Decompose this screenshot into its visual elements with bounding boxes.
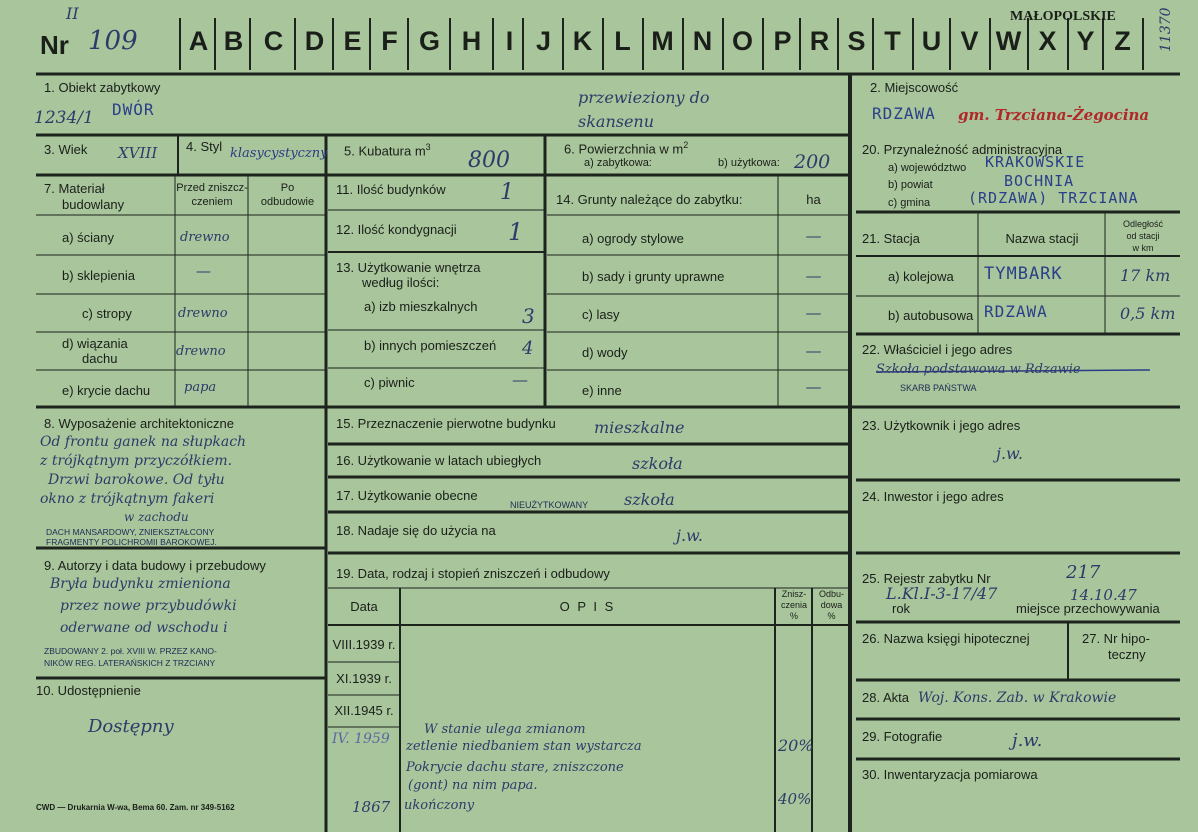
- s7-vaults-before: —: [196, 262, 211, 280]
- s21-col-name: Nazwa stacji: [1005, 231, 1079, 246]
- s13-row-other: b) innych pomieszczeń: [364, 338, 497, 353]
- s30-label: 30. Inwentaryzacja pomiarowa: [862, 767, 1038, 782]
- s13-label1: 13. Użytkowanie wnętrza: [336, 260, 481, 275]
- s12-value: 1: [508, 218, 524, 246]
- s14-row-waters: d) wody: [582, 345, 628, 360]
- letter-p: P: [773, 26, 792, 56]
- s19-hw-note-2: ukończony: [404, 798, 475, 813]
- s19-hw-date-2: 1867: [352, 798, 391, 816]
- s21-bus-dist: 0,5 km: [1120, 304, 1176, 323]
- s14-orchards-value: —: [805, 266, 822, 285]
- nr-label: Nr: [40, 30, 69, 60]
- s2-label: 2. Miejscowość: [870, 80, 959, 95]
- s14-other-value: —: [805, 377, 822, 396]
- s8-stamp-1: DACH MANSARDOWY, ZNIEKSZTAŁCONY: [46, 527, 215, 537]
- s19-col-date: Data: [350, 599, 378, 614]
- s14-row-forests: c) lasy: [582, 307, 620, 322]
- s10-label: 10. Udostępnienie: [36, 683, 141, 698]
- s20-a-value: KRAKOWSKIE: [985, 153, 1086, 171]
- s7-label2: budowlany: [62, 197, 125, 212]
- s26-label: 26. Nazwa księgi hipotecznej: [862, 631, 1030, 646]
- s21-rail-name: TYMBARK: [984, 264, 1063, 284]
- s19-date-2: XI.1939 r.: [336, 671, 392, 686]
- s14-label: 14. Grunty należące do zabytku:: [556, 192, 743, 207]
- s7-row-trusses1: d) wiązania: [62, 336, 128, 351]
- s8-line-2: z trójkątnym przyczółkiem.: [40, 453, 233, 469]
- letter-k: K: [572, 26, 593, 56]
- s14-row-gardens: a) ogrody stylowe: [582, 231, 684, 246]
- s19-col-rebuild1: Odbu-: [818, 589, 844, 599]
- s7-row-walls: a) ściany: [62, 230, 115, 245]
- letter-a: A: [188, 26, 209, 56]
- s5-label: 5. Kubatura $m^3$: [344, 142, 431, 159]
- letter-g: G: [418, 26, 440, 56]
- letter-f: F: [381, 26, 398, 56]
- letter-t: T: [884, 26, 901, 56]
- s7-row-vaults: b) sklepienia: [62, 268, 135, 283]
- s19-hw-opis-3: Pokrycie dachu stare, zniszczone: [406, 760, 624, 775]
- s7-row-roofing: e) krycie dachu: [62, 383, 151, 398]
- s10-value: Dostępny: [88, 716, 174, 737]
- letter-i: I: [505, 26, 514, 56]
- letter-r: R: [809, 26, 830, 56]
- letter-d: D: [304, 26, 325, 56]
- s21-bus-name: RDZAWA: [984, 302, 1048, 321]
- s7-roofing-before: papa: [184, 380, 217, 395]
- letter-n: N: [692, 26, 713, 56]
- s13-other-value: 4: [522, 338, 534, 359]
- s25-date: 14.10.47: [1070, 586, 1137, 604]
- s17-stamp: NIEUŻYTKOWANY: [510, 500, 589, 510]
- s23-value: j.w.: [996, 444, 1023, 463]
- s28-label: 28. Akta: [862, 690, 909, 705]
- s3-label: 3. Wiek: [44, 142, 88, 157]
- letter-h: H: [461, 26, 482, 56]
- s19-hw-opis-1: W stanie ulega zmianom: [424, 722, 586, 737]
- s20-a-label: a) województwo: [888, 162, 967, 174]
- s19-col-damage2: czenia: [780, 600, 807, 610]
- s28-value: Woj. Kons. Zab. w Krakowie: [918, 690, 1117, 706]
- s20-c-value: (RDZAWA) TRZCIANA: [968, 189, 1139, 207]
- s11-value: 1: [500, 180, 514, 205]
- letter-s: S: [847, 26, 866, 56]
- s14-waters-value: —: [805, 341, 822, 360]
- s14-row-other: e) inne: [582, 383, 622, 398]
- s18-label: 18. Nadaje się do użycia na: [336, 523, 496, 538]
- s12-label: 12. Ilość kondygnacji: [336, 222, 457, 237]
- s6-a-label: a) zabytkowa:: [584, 157, 652, 169]
- s24-label: 24. Inwestor i jego adres: [862, 489, 1004, 504]
- s25-reg: L.Kl.I-3-17/47: [886, 584, 998, 603]
- s14-row-orchards: b) sady i grunty uprawne: [582, 269, 725, 284]
- s22-struck-owner: Szkoła podstawowa w Rdzawie: [876, 362, 1081, 377]
- printer-imprint: CWD — Drukarnia W-wa, Bema 60. Zam. nr 349-5162: [36, 803, 235, 812]
- s1-label: 1. Obiekt zabytkowy: [44, 80, 161, 95]
- s13-cellars-value: —: [512, 370, 528, 389]
- s15-label: 15. Przeznaczenie pierwotne budynku: [336, 416, 556, 431]
- s14-forests-value: —: [805, 303, 822, 322]
- s20-b-label: b) powiat: [888, 179, 933, 191]
- s25-rok: rok: [892, 601, 911, 616]
- letter-e: E: [343, 26, 362, 56]
- s13-rooms-value: 3: [522, 304, 535, 328]
- s8-line-5: w zachodu: [124, 510, 189, 524]
- s6-label: 6. Powierzchnia w $m^2$: [564, 140, 689, 157]
- s11-label: 11. Ilość budynków: [336, 182, 446, 197]
- s21-col-dist3: w km: [1132, 243, 1154, 253]
- s29-label: 29. Fotografie: [862, 729, 943, 744]
- s8-line-4: okno z trójkątnym fakeri: [40, 491, 215, 507]
- s19-label: 19. Data, rodzaj i stopień zniszczeń i odbudowy: [336, 566, 610, 581]
- s2-value: RDZAWA: [872, 104, 936, 123]
- s13-row-cellars: c) piwnic: [364, 375, 415, 390]
- letter-y: Y: [1076, 26, 1095, 56]
- s29-value: j.w.: [1012, 730, 1043, 751]
- s9-line-3: oderwane od wschodu i: [60, 620, 228, 636]
- s8-line-1: Od frontu ganek na słupkach: [40, 434, 247, 450]
- s19-date-1: VIII.1939 r.: [332, 637, 396, 652]
- letter-v: V: [960, 26, 979, 56]
- s27-label2: teczny: [1108, 647, 1146, 662]
- s21-col-dist2: od stacji: [1126, 231, 1160, 241]
- region-stamp: MAŁOPOLSKIE: [1010, 9, 1116, 24]
- s19-date-3: XII.1945 r.: [334, 703, 394, 718]
- s14-gardens-value: —: [805, 226, 822, 245]
- s22-label: 22. Właściciel i jego adres: [862, 342, 1013, 357]
- s19-col-opis: O P I S: [559, 599, 616, 614]
- s21-label: 21. Stacja: [862, 231, 920, 246]
- s7-col-after1: Po: [280, 182, 295, 194]
- s19-hw-pct-2: 40%: [778, 790, 812, 808]
- s20-c-label: c) gmina: [888, 197, 931, 209]
- s1-note: przewieziony do skansenu: [578, 88, 710, 131]
- s6-b-label: b) użytkowa:: [718, 157, 780, 169]
- s19-col-rebuild3: %: [827, 611, 836, 621]
- letter-x: X: [1038, 26, 1057, 56]
- s7-row-trusses2: dachu: [82, 351, 118, 366]
- s17-value: szkoła: [624, 490, 675, 509]
- s1-value: DWÓR: [112, 100, 155, 119]
- s22-stamp: SKARB PAŃSTWA: [900, 383, 977, 393]
- s19-col-rebuild2: dowa: [820, 600, 843, 610]
- s25-label: 25. Rejestr zabytku Nr: [862, 571, 991, 586]
- s15-value: mieszkalne: [594, 418, 685, 437]
- s20-b-value: BOCHNIA: [1004, 172, 1075, 190]
- s4-value: klasycystyczny: [230, 146, 328, 161]
- nr-value: 109: [88, 26, 138, 56]
- s8-stamp-2: FRAGMENTY POLICHROMII BAROKOWEJ.: [46, 537, 217, 547]
- s9-stamp-1: ZBUDOWANY 2. poł. XVIII W. PRZEZ KANO-: [44, 646, 217, 656]
- s25-place-label: miejsce przechowywania: [1016, 601, 1160, 616]
- letter-w: W: [995, 26, 1022, 56]
- s25-number: 217: [1066, 562, 1101, 583]
- s21-row-bus: b) autobusowa: [888, 308, 974, 323]
- side-number: 11370: [1158, 7, 1174, 52]
- s23-label: 23. Użytkownik i jego adres: [862, 418, 1021, 433]
- s1-number: 1234/1: [34, 108, 94, 128]
- s19-col-damage1: Znisz-: [781, 589, 807, 599]
- s19-hw-opis-2: zetlenie niedbaniem stan wystarcza: [406, 739, 642, 754]
- s5-value: 800: [468, 148, 510, 173]
- s21-rail-dist: 17 km: [1120, 266, 1171, 285]
- s9-line-1: Bryła budynku zmieniona: [50, 576, 231, 592]
- s14-unit: ha: [806, 192, 821, 207]
- letter-b: B: [223, 26, 244, 56]
- s9-label: 9. Autorzy i data budowy i przebudowy: [44, 558, 266, 573]
- s16-value: szkoła: [632, 454, 683, 473]
- letter-o: O: [731, 26, 753, 56]
- s2-red-note: gm. Trzciana-Żegocina: [958, 106, 1150, 124]
- s18-value: j.w.: [676, 526, 703, 545]
- s7-col-after2: odbudowie: [260, 196, 315, 208]
- letter-c: C: [263, 26, 284, 56]
- s9-stamp-2: NIKÓW REG. LATERAŃSKICH Z TRZCIANY: [44, 658, 216, 668]
- s7-row-ceilings: c) stropy: [82, 306, 132, 321]
- s9-line-2: przez nowe przybudówki: [60, 598, 237, 614]
- s21-col-dist1: Odległość: [1122, 219, 1164, 229]
- s20-label: 20. Przynależność administracyjna: [862, 142, 1063, 157]
- s19-col-damage3: %: [789, 611, 798, 621]
- letter-u: U: [921, 26, 942, 56]
- s19-hw-date: IV. 1959: [332, 731, 390, 747]
- s13-row-rooms: a) izb mieszkalnych: [364, 299, 478, 314]
- s6-b-value: 200: [794, 151, 831, 173]
- nr-series: II: [66, 4, 79, 23]
- s19-hw-pct-1: 20%: [778, 736, 814, 755]
- letter-m: M: [651, 26, 674, 56]
- s7-trusses-before: drewno: [176, 344, 226, 359]
- s7-col-before2: czeniem: [191, 196, 233, 208]
- s21-row-rail: a) kolejowa: [888, 269, 954, 284]
- s16-label: 16. Użytkowanie w latach ubiegłych: [336, 453, 542, 468]
- s8-label: 8. Wyposażenie architektoniczne: [44, 416, 234, 431]
- s7-label1: 7. Materiał: [44, 181, 105, 196]
- letter-l: L: [614, 26, 631, 56]
- letter-z: Z: [1114, 26, 1131, 56]
- s4-label: 4. Styl: [186, 139, 223, 154]
- s17-label: 17. Użytkowanie obecne: [336, 488, 478, 503]
- s7-walls-before: drewno: [180, 230, 230, 245]
- s13-label2: według ilości:: [362, 275, 440, 290]
- s8-line-3: Drzwi barokowe. Od tyłu: [48, 472, 225, 488]
- s27-label1: 27. Nr hipo-: [1082, 631, 1150, 646]
- s7-col-before1: Przed zniszcz-: [176, 182, 248, 194]
- s3-value: XVIII: [118, 144, 158, 162]
- s19-hw-opis-4: (gont) na nim papa.: [408, 778, 538, 793]
- s7-ceilings-before: drewno: [178, 306, 228, 321]
- letter-j: J: [535, 26, 552, 56]
